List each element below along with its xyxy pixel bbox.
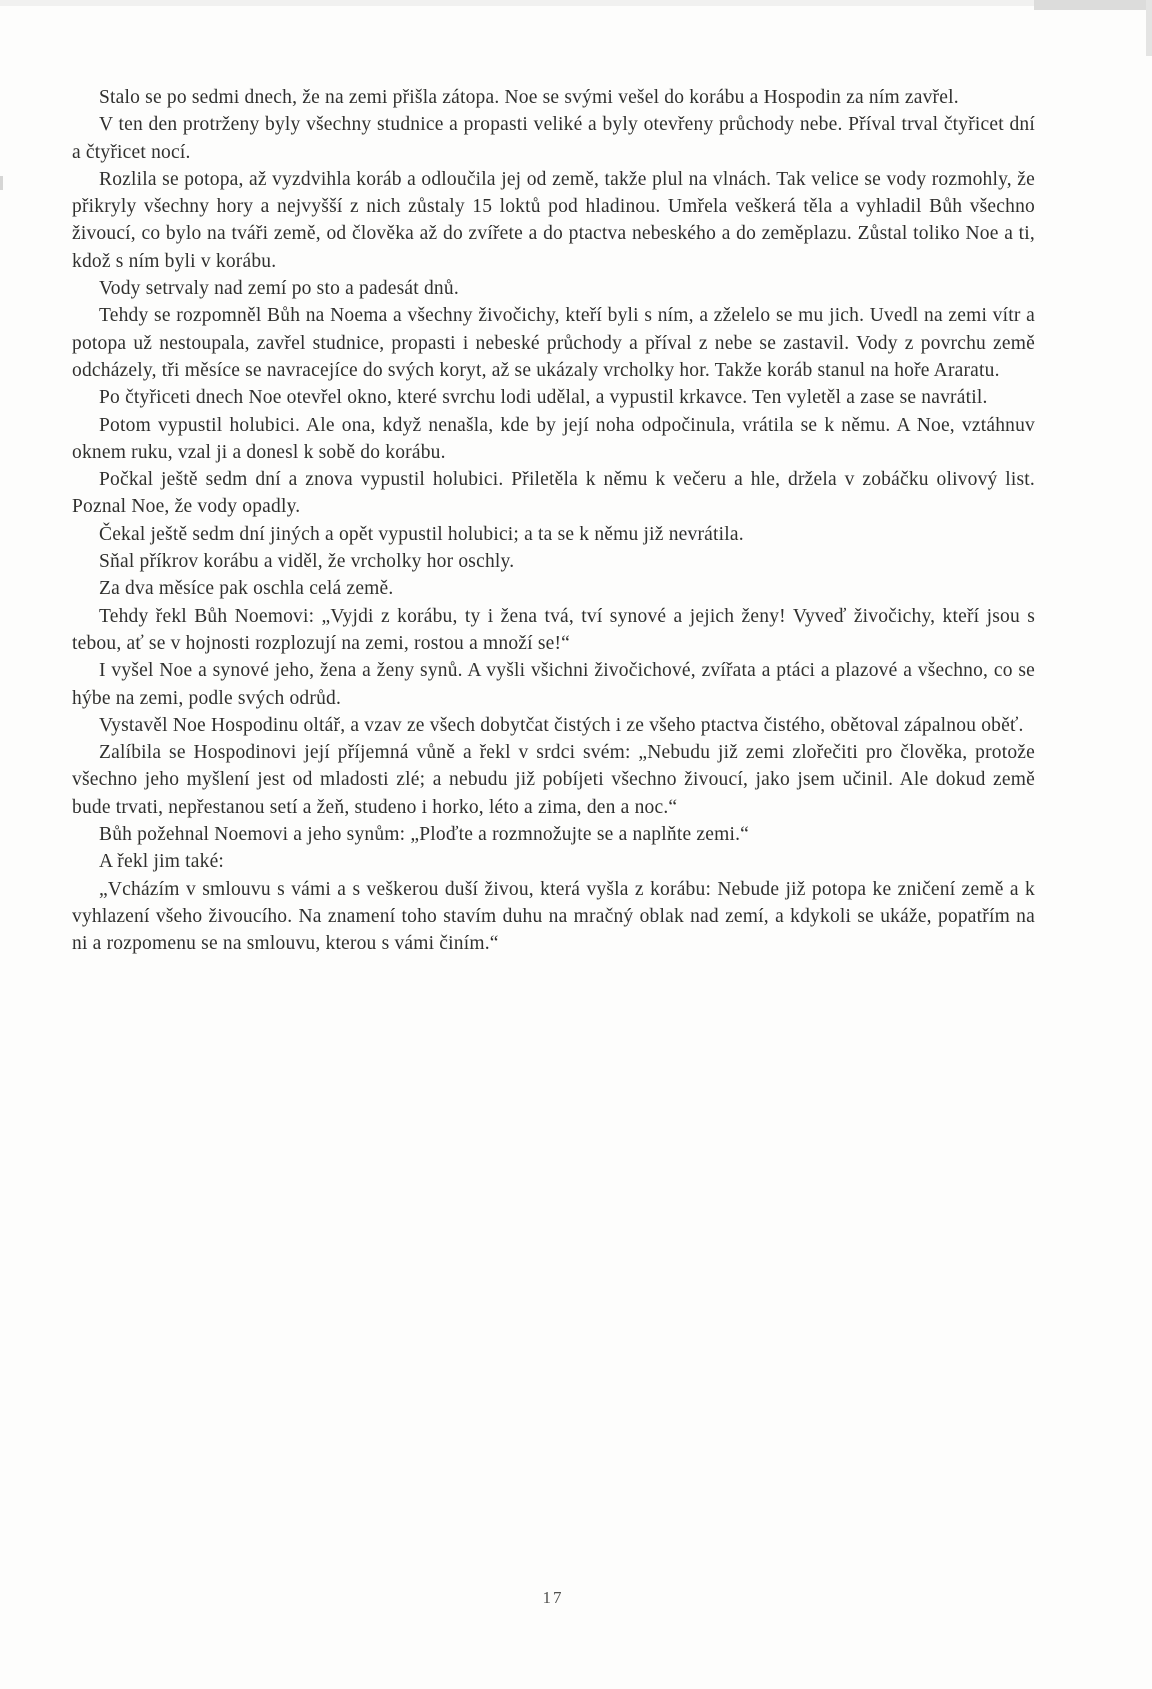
paragraph: Sňal příkrov korábu a viděl, že vrcholky hor oschly. [99, 551, 515, 573]
paragraph: A řekl jim také: [99, 851, 225, 873]
paragraph: Vody setrvaly nad zemí po sto a padesát dnů. [99, 278, 459, 300]
paragraph: Stalo se po sedmi dnech, že na zemi přišla zátopa. Noe se svými vešel do korábu a Hospodin za ním zavřel. [99, 87, 959, 108]
paragraph: Vystavěl Noe Hospodinu oltář, a vzav ze všech dobytčat čistých i ze všeho ptactva čistého, obětoval zápalnou oběť. [99, 714, 1024, 736]
scan-artifact-left-tick [0, 176, 3, 190]
scan-artifact-right-edge [1146, 0, 1152, 56]
paragraph: Po čtyřiceti dnech Noe otevřel okno, které svrchu lodi udělal, a vypustil krkavce. Ten vyletěl a zase se navrátil. [99, 387, 988, 409]
paragraph: Počkal ještě sedm dní a znova vypustil holubici. Přiletěla k němu k večeru a hle, držela v zobáčku olivový list. Poznal Noe, že vody opadly. [72, 469, 1035, 518]
paragraph: I vyšel Noe a synové jeho, žena a ženy synů. A vyšli všichni živočichové, zvířata a ptáci a plazové a všechno, co se hýbe na zemi, podle svých odrůd. [72, 660, 1035, 709]
paragraph: Tehdy řekl Bůh Noemovi: „Vyjdi z korábu, ty i žena tvá, tví synové a jejich ženy! Vyveď živočichy, kteří jsou s tebou, ať se v hojnosti rozplozují na zemi, rostou a množí se!“ [72, 605, 1035, 654]
scan-artifact-top-strip [0, 0, 1152, 6]
paragraph: Potom vypustil holubici. Ale ona, když nenašla, kde by její noha odpočinula, vrátila se k němu. A Noe, vztáhnuv oknem ruku, vzal ji a donesl k sobě do korábu. [72, 414, 1035, 463]
scan-artifact-top-right [1034, 0, 1152, 10]
paragraph: Rozlila se potopa, až vyzdvihla koráb a odloučila jej od země, takže plul na vlnách. Tak velice se vody rozmohly, že přikryly všechny hory a nejvyšší z nich zůstaly 15 loktů pod hladinou. Umřela veškerá těla a vyhladil Bůh všechno živoucí, co bylo na tváři země, od člověka až do zvířete a do ptactva nebeského a do zeměplazu. Zůstal toliko Noe a ti, kdož s ním byli v korábu. [72, 168, 1035, 272]
paragraph: V ten den protrženy byly všechny studnice a propasti veliké a byly otevřeny průchody nebe. Příval trval čtyřicet dní a čtyřicet nocí. [72, 114, 1035, 163]
paragraph: „Vcházím v smlouvu s vámi a s veškerou duší živou, která vyšla z korábu: Nebude již potopa ke zničení země a k vyhlazení všeho živoucího. Na znamení toho stavím duhu na mračný oblak nad zemí, a kdykoli se ukáže, popatřím na ni a rozpomenu se na smlouvu, kterou s vámi činím.“ [72, 878, 1035, 955]
body-text [72, 84, 1035, 958]
paragraph: Zalíbila se Hospodinovi její příjemná vůně a řekl v srdci svém: „Nebudu již zemi zlořečiti pro člověka, protože všechno jeho myšlení jest od mladosti zlé; a nebudu již pobíjeti všechno živoucí, jako jsem učinil. Ale dokud země bude trvati, nepřestanou setí a žeň, studeno i horko, léto a zima, den a noc.“ [72, 742, 1035, 818]
paragraph: Bůh požehnal Noemovi a jeho synům: „Ploďte a rozmnožujte se a naplňte zemi.“ [99, 824, 749, 846]
paragraph: Za dva měsíce pak oschla celá země. [99, 578, 394, 600]
paragraph: Čekal ještě sedm dní jiných a opět vypustil holubici; a ta se k němu již nevrátila. [99, 523, 744, 545]
page-number: 17 [542, 1588, 564, 1607]
paragraph: Tehdy se rozpomněl Bůh na Noema a všechny živočichy, kteří byli s ním, a zželelo se mu jich. Uvedl na zemi vítr a potopa už nestoupala, zavřel studnice, propasti i nebeské průchody a příval z nebe se zastavil. Vody z povrchu země odcházely, tři měsíce se navracejíce do svých koryt, až se ukázaly vrcholky hor. Takže koráb stanul na hoře Araratu. [72, 305, 1035, 381]
